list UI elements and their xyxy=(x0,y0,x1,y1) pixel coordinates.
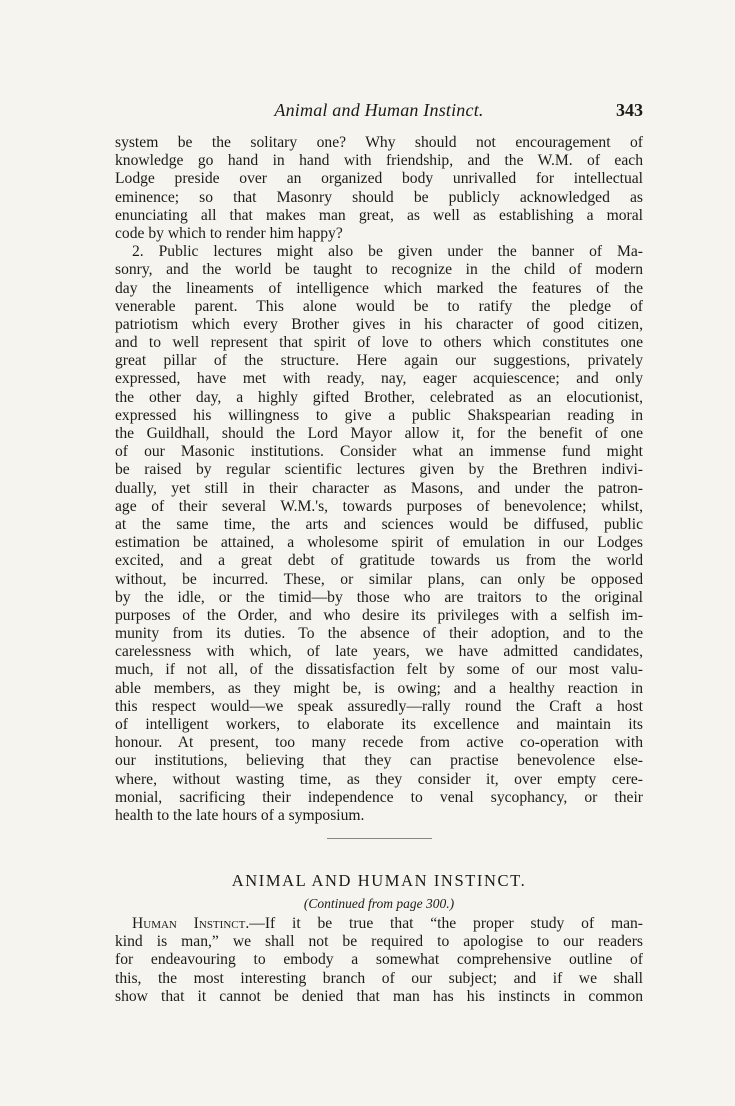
text-line: carelessness with which, of late years, we have admitted candidates, xyxy=(115,643,643,661)
lead-in-continuation: —If it be true that “the proper study of man- xyxy=(249,915,643,932)
text-line: enunciating all that makes man great, as well as establishing a moral xyxy=(115,206,643,224)
text-line: without, be incurred. These, or similar plans, can only be opposed xyxy=(115,570,643,588)
text-line: Lodge preside over an organized body unrivalled for intellectual xyxy=(115,170,643,188)
text-line: at the same time, the arts and sciences would be diffused, public xyxy=(115,515,643,533)
text-line: for endeavouring to embody a somewhat comprehensive outline of xyxy=(115,951,643,969)
running-header xyxy=(115,98,643,122)
text-line: and to well represent that spirit of love to others which constitutes one xyxy=(115,334,643,352)
text-line: of our Masonic institutions. Consider what an immense fund might xyxy=(115,443,643,461)
text-line: great pillar of the structure. Here again our suggestions, privately xyxy=(115,352,643,370)
section-divider xyxy=(327,838,432,839)
text-line: much, if not all, of the dissatisfaction felt by some of our most valu- xyxy=(115,661,643,679)
text-line: estimation be attained, a wholesome spirit of emulation in our Lodges xyxy=(115,534,643,552)
continued-note xyxy=(115,895,643,913)
text-line: system be the solitary one? Why should not encouragement of xyxy=(115,134,643,151)
text-line: kind is man,” we shall not be required to apologise to our readers xyxy=(115,933,643,951)
text-line: health to the late hours of a symposium. xyxy=(115,806,365,824)
text-line: expressed, have met with ready, nay, eager acquiescence; and only xyxy=(115,370,643,388)
text-line: our institutions, believing that they can practise benevolence else- xyxy=(115,752,643,770)
text-line: expressed his willingness to give a public Shakspearian reading in xyxy=(115,406,643,424)
section-text xyxy=(115,915,643,1006)
text-line: able members, as they might be, is owing; and a healthy reaction in xyxy=(115,679,643,697)
text-line: this respect would—we speak assuredly—rally round the Craft a host xyxy=(115,697,643,715)
text-line: dually, yet still in their character as Masons, and under the patron- xyxy=(115,479,643,497)
text-line: honour. At present, too many recede from active co-operation with xyxy=(115,734,643,752)
lead-in: Human Instinct. xyxy=(132,915,250,932)
text-line: patriotism which every Brother gives in his character of good citizen, xyxy=(115,315,643,333)
text-line: venerable parent. This alone would be to ratify the pledge of xyxy=(115,297,643,315)
running-title: Animal and Human Instinct. xyxy=(274,100,484,120)
text-line: 2. Public lectures might also be given under the banner of Ma- xyxy=(132,243,643,261)
text-line: knowledge go hand in hand with friendship, and the W.M. of each xyxy=(115,152,643,170)
text-line: sonry, and the world be taught to recognize in the child of modern xyxy=(115,261,643,279)
text-line: be raised by regular scientific lectures given by the Brethren indivi- xyxy=(115,461,643,479)
text-line: eminence; so that Masonry should be publicly acknowledged as xyxy=(115,188,643,206)
page-number: 343 xyxy=(616,100,643,120)
text-line: the other day, a highly gifted Brother, celebrated as an elocutionist, xyxy=(115,388,643,406)
section-title: ANIMAL AND HUMAN INSTINCT. xyxy=(231,871,527,890)
text-line: show that it cannot be denied that man has his instincts in common xyxy=(115,987,643,1005)
text-line: excited, and a great debt of gratitude towards us from the world xyxy=(115,552,643,570)
continued-note-text: (Continued from page 300.) xyxy=(303,896,455,911)
text-line: day the lineaments of intelligence which marked the features of the xyxy=(115,279,643,297)
text-line: the Guildhall, should the Lord Mayor allow it, for the benefit of one xyxy=(115,425,643,442)
text-line: where, without wasting time, as they consider it, over empty cere- xyxy=(115,770,643,788)
text-line: age of their several W.M.'s, towards purposes of benevolence; whilst, xyxy=(115,497,643,515)
text-line: code by which to render him happy? xyxy=(115,224,343,242)
text-line: of intelligent workers, to elaborate its excellence and maintain its xyxy=(115,716,643,733)
main-text xyxy=(115,134,643,825)
text-line: monial, sacrificing their independence to venal sycophancy, or their xyxy=(115,788,643,806)
text-line: purposes of the Order, and who desire its privileges with a selfish im- xyxy=(115,606,643,624)
text-line xyxy=(115,915,643,933)
text-line: by the idle, or the timid—by those who are traitors to the original xyxy=(115,588,643,606)
text-line: munity from its duties. To the absence of their adoption, and to the xyxy=(115,625,643,643)
text-line: this, the most interesting branch of our subject; and if we shall xyxy=(115,969,643,987)
